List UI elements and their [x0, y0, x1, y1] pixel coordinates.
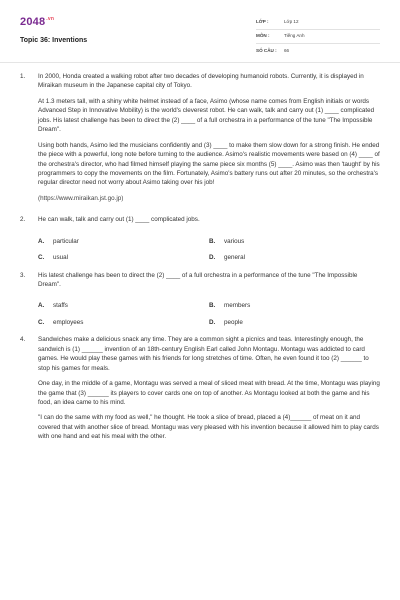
passage-paragraph: One day, in the middle of a game, Montagu was served a meal of sliced meat with bread. At the time, Montagu was playing the game that (3) ______ its players to cover cards one on top of another. As Montagu looked at both the game and his food, an idea came to his mind. — [38, 380, 380, 406]
question-number: 3. — [20, 271, 26, 279]
option-letter: D. — [209, 318, 216, 326]
passage-paragraph: In 2000, Honda created a walking robot after two decades of developing humanoid robots. Currently, it is displayed in Miraikan museum in the Japanese capital city of Tokyo. — [38, 73, 364, 90]
question-text — [38, 271, 380, 296]
option-letter: C. — [38, 254, 45, 262]
answer-options — [38, 301, 380, 327]
option-a[interactable] — [38, 301, 209, 310]
topic-title: Topic 36: Inventions — [20, 37, 88, 44]
passage-paragraph: At 1.3 meters tall, with a shiny white helmet instead of a face, Asimo (whose name comes from English initials or words Advanced Step in Innovative Mobility) is the world's cleverest robot. He can walk, talk and carry out (1) ____ complicated jobs. His latest challenge has been to direct the (2) ____ of a full orchestra in a performance of the tune "The Impossible Dream". — [38, 97, 375, 134]
meta-info — [256, 16, 380, 58]
option-text: general — [224, 254, 246, 262]
meta-row-class — [256, 16, 380, 30]
option-b[interactable] — [209, 301, 380, 310]
meta-row-subject — [256, 30, 380, 44]
question-number: 4. — [20, 336, 26, 344]
meta-value: Lớp 12 — [284, 19, 299, 25]
option-c[interactable] — [38, 253, 209, 262]
question-number: 1. — [20, 73, 26, 80]
logo-suffix: .vn — [46, 16, 55, 23]
header-divider — [0, 62, 400, 63]
answer-options — [38, 237, 380, 263]
option-letter: D. — [209, 254, 216, 262]
option-a[interactable] — [38, 237, 209, 246]
passage — [38, 72, 380, 209]
site-logo[interactable] — [20, 14, 54, 31]
source-url: (https://www.miraikan.jst.go.jp) — [38, 194, 124, 202]
option-text: staffs — [53, 302, 68, 310]
option-d[interactable] — [209, 253, 380, 262]
question-3 — [20, 271, 380, 296]
question-number: 2. — [20, 216, 26, 224]
option-d[interactable] — [209, 318, 380, 327]
option-text: employees — [53, 318, 84, 326]
meta-label: MÔN : — [256, 33, 270, 39]
question-text — [38, 215, 380, 230]
option-c[interactable] — [38, 318, 209, 327]
option-letter: A. — [38, 237, 45, 245]
option-letter: A. — [38, 302, 45, 310]
passage-paragraph: Sandwiches make a delicious snack any time. They are a common sight a picnics and teas. Interestingly enough, the sandwich is (1) ______ invention of an 18th-century English Earl called John Montagu. Montagu was addicted to card games. He would play these games with his friends for long stretches of time. Often, he even found it too (2) ______ to stop his games for meals. — [38, 336, 369, 372]
meta-value: Tiếng Anh — [284, 33, 305, 39]
passage — [38, 335, 380, 447]
option-letter: B. — [209, 302, 216, 310]
option-text: members — [224, 302, 251, 310]
question-1 — [20, 72, 380, 209]
option-text: particular — [53, 237, 79, 245]
question-2 — [20, 215, 380, 230]
question-4 — [20, 335, 380, 447]
option-text: various — [224, 237, 245, 245]
meta-value: 66 — [284, 47, 290, 53]
option-letter: C. — [38, 318, 45, 326]
meta-row-count — [256, 44, 380, 58]
option-letter: B. — [209, 237, 216, 245]
meta-label: LỚP : — [256, 19, 269, 25]
option-text: people — [224, 318, 243, 326]
question-stem: He can walk, talk and carry out (1) ____ complicated jobs. — [38, 216, 200, 224]
logo-number: 2048 — [20, 16, 46, 28]
passage-paragraph: "I can do the same with my food as well," he thought. He took a slice of bread, placed a (4)______ of meat on it and covered that with another slice of bread. Montagu was very pleased with his invention because it allowed him to play cards with one hand and eat his meal with the other. — [38, 414, 379, 441]
question-stem: His latest challenge has been to direct the (2) ____ of a full orchestra in a performance of the tune "The Impossible Dream". — [38, 271, 358, 288]
meta-label: SỐ CÂU : — [256, 47, 277, 53]
passage-paragraph: Using both hands, Asimo led the musicians confidently and (3) ____ to make them slow down for a strong finish. He ended the piece with a powerful, long note before turning to the audience. Asimo's realistic movements were based on (4) ____ of the orchestra's director, who had filmed himself playing the same piece six months (5) ____. Asimo was then 'taught' by his programmers to copy the movements on the film. Fortunately, Asimo's battery runs out after 20 minutes, so the orchestra's regular director need not worry about Asimo taking over his job! — [38, 141, 380, 187]
page-header — [20, 14, 380, 62]
option-text: usual — [53, 254, 69, 262]
option-b[interactable] — [209, 237, 380, 246]
question-list — [20, 72, 380, 454]
